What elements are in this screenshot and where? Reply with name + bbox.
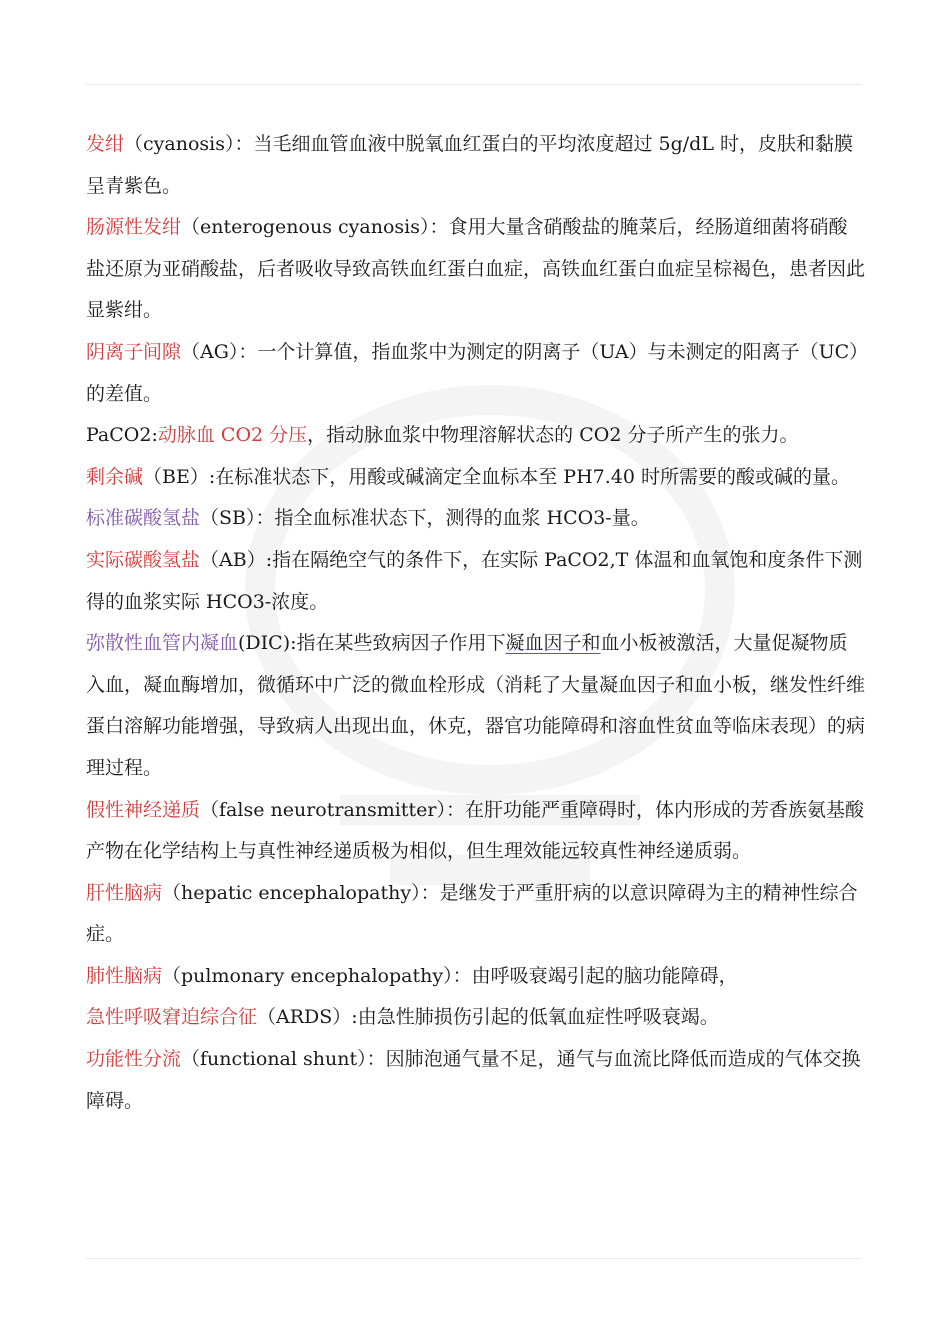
term-english: （SB） — [200, 507, 256, 530]
definition: ：因肺泡通气量不足，通气与血流比降低而造成的气体交换障碍。 — [86, 1048, 861, 1112]
term: 急性呼吸窘迫综合征 — [86, 1006, 258, 1029]
definition: ：一个计算值，指血浆中为测定的阴离子（UA）与未测定的阳离子（UC）的差值。 — [86, 340, 859, 405]
glossary-list — [86, 124, 866, 1122]
term: 动脉血 CO2 分压 — [157, 424, 308, 447]
definition: ：食用大量含硝酸盐的腌菜后，经肠道细菌将硝酸盐还原为亚硝酸盐，后者吸收导致高铁血红蛋白血症，高铁血红蛋白血症呈棕褐色，患者因此显紫绀。 — [86, 216, 866, 322]
definition: :指在隔绝空气的条件下，在实际 PaCO2,T 体温和血氧饱和度条件下测得的血浆实际 HCO3-浓度。 — [86, 548, 863, 613]
definition: ：在肝功能严重障碍时，体内形成的芳香族氨基酸产物在化学结构上与真性神经递质极为相似，但生理效能远较真性神经递质弱。 — [86, 798, 864, 863]
term-english: (DIC) — [238, 632, 291, 655]
term: 阴离子间隙 — [86, 340, 182, 363]
glossary-entry-enterogenous-cyanosis — [86, 207, 866, 332]
glossary-entry-cyanosis — [86, 124, 866, 207]
glossary-entry-standard-bicarbonate — [86, 498, 866, 540]
term: 发绀 — [86, 133, 125, 155]
term: 肺性脑病 — [86, 964, 163, 987]
glossary-entry-false-neurotransmitter — [86, 790, 866, 873]
header-divider — [86, 84, 862, 85]
term-english: （cyanosis） — [124, 133, 235, 155]
definition: ：是继发于严重肝病的以意识障碍为主的精神性综合症。 — [86, 881, 858, 946]
term: 肠源性发绀 — [86, 216, 182, 239]
term-english: （hepatic encephalopathy） — [162, 881, 421, 904]
definition: :在标准状态下，用酸或碱滴定全血标本至 PH7.40 时所需要的酸或碱的量。 — [208, 465, 850, 488]
term: 标准碳酸氢盐 — [86, 507, 201, 530]
glossary-entry-anion-gap — [86, 332, 866, 415]
term-english: （AB） — [200, 548, 266, 571]
definition-continued: 血小板被激活，大量促凝物质入血，凝血酶增加，微循环中广泛的微血栓形成（消耗了大量凝血因子和血小板，继发性纤维蛋白溶解功能增强，导致病人出现出血，休克，器官功能障碍和溶血性贫血等临床表现）的病理过程。 — [86, 632, 866, 779]
term: 功能性分流 — [86, 1048, 182, 1071]
definition: ：当毛细血管血液中脱氧血红蛋白的平均浓度超过 5g/dL 时，皮肤和黏膜呈青紫色。 — [86, 133, 853, 197]
term: 剩余碱 — [86, 465, 144, 488]
glossary-entry-base-excess — [86, 457, 866, 499]
term: 肝性脑病 — [86, 881, 163, 904]
glossary-entry-dic — [86, 623, 866, 789]
definition: ：指全血标准状态下，测得的血浆 HCO3-量。 — [255, 507, 650, 530]
glossary-entry-functional-shunt — [86, 1039, 866, 1122]
definition: :指在某些致病因子作用下 — [290, 632, 506, 655]
glossary-entry-hepatic-encephalopathy — [86, 873, 866, 956]
underlined-phrase: 凝血因子和 — [505, 632, 601, 655]
glossary-entry-actual-bicarbonate — [86, 540, 866, 623]
definition: :由急性肺损伤引起的低氧血症性呼吸衰竭。 — [351, 1006, 719, 1029]
footer-divider — [86, 1258, 862, 1259]
term-english: （false neurotransmitter） — [200, 798, 446, 821]
glossary-entry-pulmonary-encephalopathy — [86, 956, 866, 998]
term: 假性神经递质 — [86, 798, 201, 821]
definition: ，指动脉血浆中物理溶解状态的 CO2 分子所产生的张力。 — [307, 424, 799, 447]
glossary-entry-paco2 — [86, 415, 866, 457]
term-english: （BE） — [143, 465, 209, 488]
term-prefix: PaCO2: — [86, 424, 158, 447]
term-english: （ARDS） — [257, 1006, 352, 1029]
term-english: （pulmonary encephalopathy） — [162, 964, 453, 987]
term: 实际碳酸氢盐 — [86, 548, 201, 571]
term-english: （AG） — [181, 340, 239, 363]
definition: ：由呼吸衰竭引起的脑功能障碍， — [452, 964, 738, 987]
term-english: （functional shunt） — [181, 1048, 367, 1071]
glossary-entry-ards — [86, 997, 866, 1039]
term: 弥散性血管内凝血 — [86, 632, 239, 655]
term-english: （enterogenous cyanosis） — [181, 216, 430, 239]
